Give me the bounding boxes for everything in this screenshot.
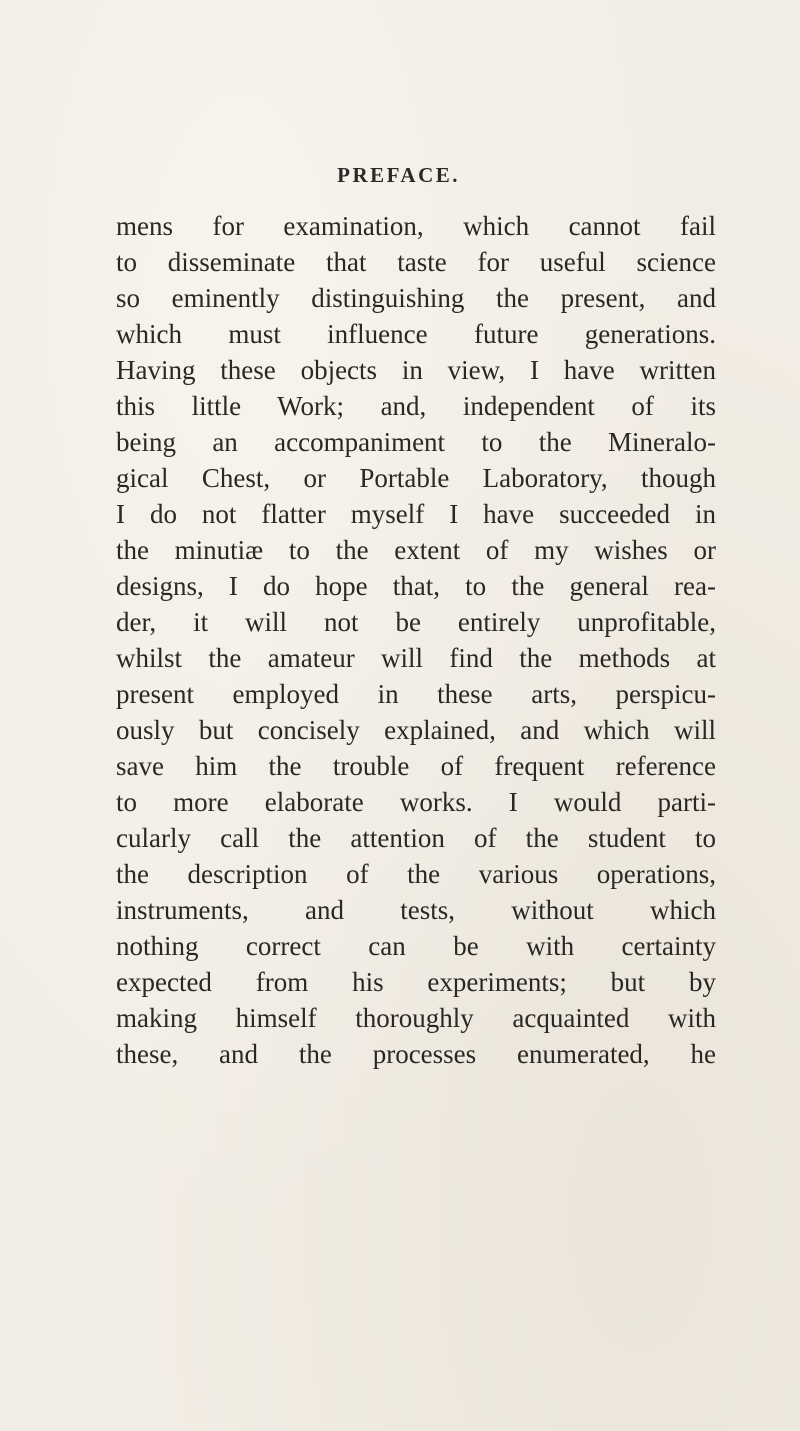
text-line: the description of the various operations, <box>116 859 716 889</box>
text-line: which must influence future generations. <box>116 319 716 349</box>
text-line: making himself thoroughly acquainted with <box>116 1003 716 1033</box>
text-line: being an accompaniment to the Mineralo- <box>116 427 716 457</box>
text-line: nothing correct can be with certainty <box>116 931 716 961</box>
text-line: whilst the amateur will find the methods at <box>116 643 716 673</box>
text-line: ously but concisely explained, and which will <box>116 715 716 745</box>
text-line: gical Chest, or Portable Laboratory, though <box>116 463 716 493</box>
running-title: PREFACE. <box>337 163 460 187</box>
text-line: present employed in these arts, perspicu- <box>116 679 716 709</box>
text-line: designs, I do hope that, to the general rea- <box>116 571 716 601</box>
text-line: this little Work; and, independent of its <box>116 391 716 421</box>
text-line: der, it will not be entirely unprofitable, <box>116 607 716 637</box>
body-text <box>116 208 716 1072</box>
text-line: the minutiæ to the extent of my wishes or <box>116 535 716 565</box>
text-line: cularly call the attention of the student to <box>116 823 716 853</box>
text-line: expected from his experiments; but by <box>116 967 716 997</box>
text-line: I do not flatter myself I have succeeded in <box>116 499 716 529</box>
text-line: so eminently distinguishing the present, and <box>116 283 716 313</box>
text-line: save him the trouble of frequent reference <box>116 751 716 781</box>
text-line: Having these objects in view, I have written <box>116 355 716 385</box>
text-line: instruments, and tests, without which <box>116 895 716 925</box>
text-line: to more elaborate works. I would parti- <box>116 787 716 817</box>
text-line: mens for examination, which cannot fail <box>116 211 716 241</box>
text-line: these, and the processes enumerated, he <box>116 1039 716 1069</box>
text-line: to disseminate that taste for useful science <box>116 247 716 277</box>
